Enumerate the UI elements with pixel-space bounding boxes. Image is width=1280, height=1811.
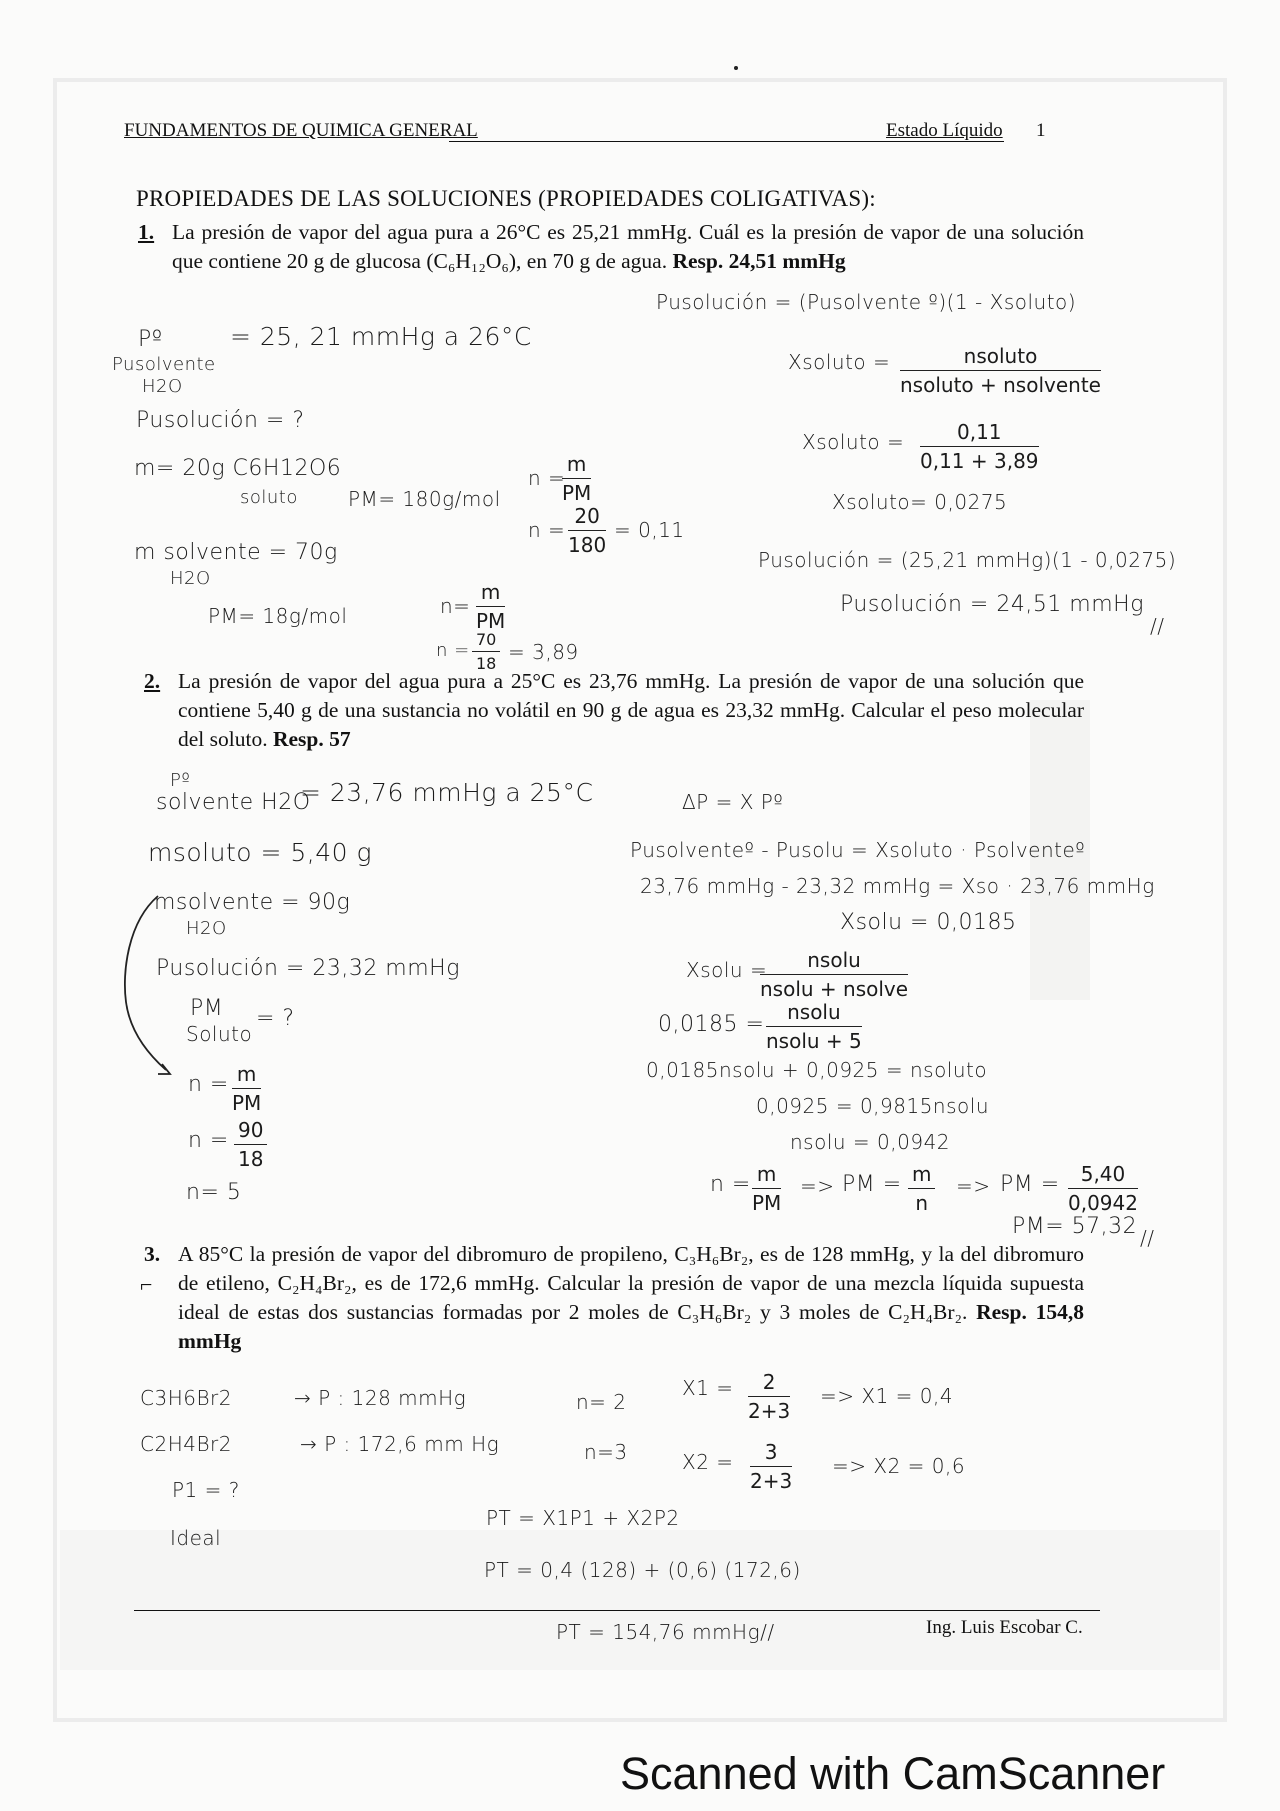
topic-title: Estado Líquido [886, 120, 1003, 141]
hw-pm-glucose: PM= 180g/mol [348, 487, 501, 511]
hw-x2-eq: X2 = [682, 1450, 734, 1474]
frac-den: n [915, 1191, 929, 1215]
frac-num: m [752, 1162, 781, 1189]
hw-eq3: 0,0185nsolu + 0,0925 = nsoluto [646, 1058, 988, 1082]
hw-n-eq: n = [528, 466, 566, 490]
hw-pm-eq2: PM = [1000, 1172, 1060, 1197]
hw-eq1: Pusolventeº - Pusolu = Xsoluto · Psolventeº [630, 838, 1086, 862]
hw-n-eq: n = [188, 1072, 229, 1097]
scanner-watermark: Scanned with CamScanner [620, 1748, 1166, 1799]
hw-frac-20-180 [568, 504, 606, 557]
hw-arrow-1: => [800, 1174, 835, 1198]
hw-n-eq3: n = [710, 1172, 751, 1197]
hw-eq5: nsolu = 0,0942 [790, 1130, 951, 1154]
hw-xsolu-result: Xsolu = 0,0185 [840, 910, 1017, 935]
hw-p0: Pº [138, 327, 163, 352]
hw-compound-1-pressure: → P : 128 mmHg [294, 1386, 467, 1410]
hw-h2o: H2O [170, 568, 211, 589]
problem-number: 1. [138, 220, 155, 244]
problem-answer: Resp. 57 [272, 727, 351, 751]
hw-n-eq4: n = [436, 640, 470, 661]
frac-den: 18 [238, 1147, 264, 1171]
frac-num: m [562, 452, 591, 479]
hw-arrow-2: => [956, 1174, 991, 1198]
hw-p0-value: = 23,76 mmHg a 25°C [300, 778, 594, 807]
hw-pm-result: PM= 57,32 [1012, 1214, 1138, 1239]
problem-margin-mark: ⌐ [140, 1272, 153, 1297]
frac-num: m [908, 1162, 935, 1189]
hw-compound-2-pressure: → P : 172,6 mm Hg [300, 1432, 500, 1456]
problem-number: 2. [144, 669, 161, 693]
hw-n-eq2: n = [188, 1128, 229, 1153]
hw-x-result: Xsoluto= 0,0275 [832, 490, 1008, 514]
hw-xsoluto-eq2: Xsoluto = [802, 430, 905, 454]
hw-x1-eq: X1 = [682, 1376, 734, 1400]
hw-frac-x0185 [766, 1000, 862, 1053]
hw-bracket-arrow [118, 892, 178, 1082]
footer-author: Ing. Luis Escobar C. [926, 1617, 1083, 1638]
frac-den: nsoluto + nsolvente [900, 373, 1101, 397]
hw-eq2: 23,76 mmHg - 23,32 mmHg = Xso · 23,76 mmHg [640, 874, 1155, 898]
hw-frac-m-pm-2 [752, 1162, 781, 1215]
hw-frac-m-pm-2 [476, 580, 505, 633]
frac-num: 0,11 [920, 420, 1039, 447]
hw-n-five: n= 5 [186, 1180, 242, 1205]
hw-pm-eq: PM = [842, 1172, 902, 1197]
hw-pm-label: PM [190, 996, 224, 1021]
hw-psol: Pusolución = 23,32 mmHg [156, 956, 460, 981]
hw-pm-water: PM= 18g/mol [208, 604, 348, 628]
problem-answer: Resp. 154,8 mmHg [178, 1300, 1084, 1353]
frac-den: nsolu + nsolve [760, 977, 909, 1001]
hw-moles-2: n=3 [584, 1440, 628, 1464]
frac-den: PM [752, 1191, 782, 1215]
problem-answer: Resp. 24,51 mmHg [672, 249, 846, 273]
hw-pm-unknown: = ? [256, 1006, 295, 1031]
frac-den: 18 [476, 654, 497, 673]
hw-ideal: Ideal [170, 1526, 222, 1550]
frac-num: 2 [748, 1370, 790, 1397]
hw-frac-xsolu [760, 948, 908, 1001]
frac-den: 2+3 [748, 1399, 791, 1423]
hw-p0-value: = 25, 21 mmHg a 26°C [230, 322, 532, 351]
hw-p0-label: Pusolvente [112, 354, 216, 375]
frac-num: 70 [472, 630, 500, 652]
hw-p0: Pº [170, 770, 191, 791]
problem-2 [144, 667, 1084, 754]
hw-frac-x2 [750, 1440, 792, 1493]
frac-num: 3 [750, 1440, 792, 1467]
problem-text: La presión de vapor del agua pura a 26°C es 25,21 mmHg. Cuál es la presión de vapor de una solución que contiene 20 g de glucosa (C₆H₁₂O₆), en 70 g de agua. [172, 220, 1084, 273]
frac-den: 0,0942 [1068, 1191, 1138, 1215]
hw-dp: ΔP = X Pº [682, 790, 784, 814]
hw-psol-result: Pusolución = 24,51 mmHg [840, 592, 1144, 617]
problem-1 [138, 218, 1084, 276]
section-title: PROPIEDADES DE LAS SOLUCIONES (PROPIEDADES COLIGATIVAS): [136, 186, 876, 211]
hw-frac-xsoluto [900, 344, 1101, 397]
hw-mass-solvent: m solvente = 70g [134, 540, 338, 565]
hw-soluto: soluto [240, 487, 298, 508]
hw-pt-calc: PT = 0,4 (128) + (0,6) (172,6) [484, 1558, 801, 1582]
problem-text: A 85°C la presión de vapor del dibromuro de propileno, C₃H₆Br₂, es de 128 mmHg, y la del dibromuro de etileno, C₂H₄Br₂, es de 172,6 mmHg. Calcular la presión de vapor de una mezcla líquida supuesta ideal de estas dos sustancias formadas por 2 moles de C₃H₆Br₂ y 3 moles de C₂H₄Br₂. [178, 1242, 1084, 1324]
hw-mass-glucose: m= 20g C6H12O6 [134, 456, 342, 481]
frac-num: nsolu [766, 1000, 862, 1027]
hw-x1-result: => X1 = 0,4 [820, 1384, 954, 1408]
hw-compound-1: C3H6Br2 [140, 1386, 232, 1410]
hw-final-mark: // [1140, 1226, 1155, 1250]
page-header [124, 120, 1044, 146]
frac-den: PM [562, 481, 592, 505]
hw-frac-x-values [920, 420, 1039, 473]
hw-frac-pm-values [1068, 1162, 1138, 1215]
frac-num: 20 [568, 504, 606, 531]
hw-pt-result: PT = 154,76 mmHg// [556, 1620, 775, 1644]
frac-den: PM [232, 1091, 262, 1115]
frac-num: 90 [234, 1118, 267, 1145]
frac-den: 180 [568, 533, 607, 557]
hw-h2o: H2O [186, 918, 227, 939]
hw-n-eq2: n = [528, 518, 566, 542]
problem-text: La presión de vapor del agua pura a 25°C es 23,76 mmHg. La presión de vapor de una solución que contiene 5,40 g de una sustancia no volátil en 90 g de agua es 23,32 mmHg. Calcular el peso molecular del soluto. [178, 669, 1084, 751]
problem-3 [140, 1240, 1084, 1356]
hw-n-result2: = 3,89 [508, 640, 579, 664]
hw-xsolu-eq: Xsolu = [686, 958, 768, 982]
hw-mass-solvent: msolvente = 90g [154, 890, 351, 915]
hw-mass-soluto: msoluto = 5,40 g [148, 838, 373, 867]
frac-num: m [476, 580, 505, 607]
hw-frac-x1 [748, 1370, 790, 1423]
hw-compound-2: C2H4Br2 [140, 1432, 232, 1456]
hw-frac-m-pm [232, 1062, 261, 1115]
frac-num: 5,40 [1068, 1162, 1138, 1189]
scan-speck [734, 66, 738, 70]
hw-psol-calc: Pusolución = (25,21 mmHg)(1 - 0,0275) [758, 548, 1177, 572]
problem-number: 3. [144, 1242, 161, 1266]
hw-eq4: 0,0925 = 0,9815nsolu [756, 1094, 989, 1118]
course-title: FUNDAMENTOS DE QUIMICA GENERAL [124, 120, 478, 141]
frac-num: nsolu [760, 948, 908, 975]
hw-p1-unknown: P1 = ? [172, 1478, 240, 1502]
frac-num: nsoluto [900, 344, 1101, 371]
frac-num: m [232, 1062, 261, 1089]
page-number: 1 [1036, 120, 1046, 141]
hw-final-mark: // [1150, 614, 1165, 638]
hw-p0-label-sub: H2O [142, 376, 183, 397]
hw-pt-eq: PT = X1P1 + X2P2 [486, 1506, 680, 1530]
footer-rule [134, 1610, 1100, 1611]
hw-n-result: = 0,11 [614, 518, 685, 542]
hw-xsoluto-eq: Xsoluto = [788, 350, 891, 374]
hw-x2-result: => X2 = 0,6 [832, 1454, 966, 1478]
frac-den: nsolu + 5 [766, 1029, 862, 1053]
hw-frac-90-18 [234, 1118, 267, 1171]
hw-pm-sub: Soluto [186, 1022, 253, 1046]
hw-raoult: Pusolución = (Pusolvente º)(1 - Xsoluto) [656, 290, 1077, 314]
hw-p0-label: solvente H2O [156, 790, 311, 815]
hw-psol-unknown: Pusolución = ? [136, 408, 305, 433]
frac-den: PM [476, 609, 506, 633]
hw-x0185-eq: 0,0185 = [658, 1012, 765, 1037]
hw-n-eq3: n= [440, 594, 471, 618]
hw-moles-1: n= 2 [576, 1390, 627, 1414]
frac-den: 2+3 [750, 1469, 793, 1493]
hw-frac-m-pm [562, 452, 591, 505]
hw-frac-m-n [908, 1162, 935, 1215]
frac-den: 0,11 + 3,89 [920, 449, 1039, 473]
